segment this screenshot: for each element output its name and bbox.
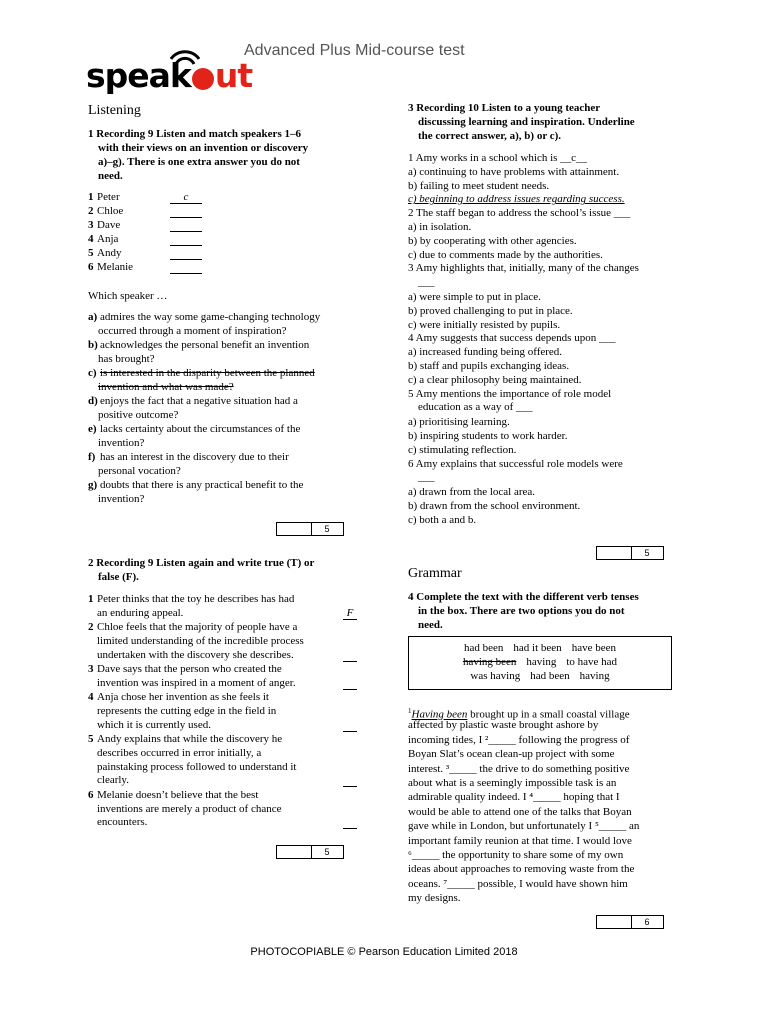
gapfill-text-line: would be able to attend one of the talks that Boyan: [408, 805, 632, 818]
speaker-name: Peter: [97, 191, 120, 203]
option-text: doubts that there is any practical benefit to the: [100, 479, 304, 491]
tf-item-text: describes occurred in error initially, a: [97, 746, 262, 759]
gapfill-text-line: interest. ³_____ the drive to do something positive: [408, 762, 630, 775]
speaker-answer-blank[interactable]: [170, 247, 202, 260]
score-task1: 5: [324, 524, 330, 534]
gapfill-text-line: my designs.: [408, 892, 461, 905]
tf-answer-blank[interactable]: [343, 774, 357, 787]
option-text: occurred through a moment of inspiration?: [98, 324, 287, 337]
score-box-task4: [596, 915, 664, 929]
test-title: Advanced Plus Mid-course test: [244, 42, 465, 59]
speaker-name: Andy: [97, 247, 122, 259]
question-stem: ___: [418, 471, 435, 484]
tf-item-number: 4: [88, 691, 94, 704]
word-option: having: [579, 670, 610, 682]
tf-answer-blank[interactable]: [343, 649, 357, 662]
speaker-number: 2: [88, 205, 94, 217]
task2-instruction-line: false (F).: [98, 571, 139, 583]
tf-item-text: encounters.: [97, 816, 148, 829]
word-option: having been: [462, 656, 517, 668]
word-option: have been: [571, 642, 616, 654]
task3-instruction-line: 3 Recording 10 Listen to a young teacher: [408, 102, 601, 114]
speaker-answer-blank[interactable]: [170, 205, 202, 218]
question-stem: 5 Amy mentions the importance of role model: [408, 387, 612, 400]
answer-option: a) increased funding being offered.: [408, 346, 563, 359]
logo-text-speak: speak: [86, 56, 191, 95]
score-box-task2: [276, 845, 344, 859]
word-box-row: [409, 641, 671, 655]
logo-o-icon: [192, 68, 214, 90]
score-task2: 5: [324, 847, 330, 857]
word-option: having: [526, 656, 557, 668]
word-box-row: [409, 669, 671, 683]
gapfill-text-line: Boyan Slat’s ocean clean-up project with some: [408, 748, 615, 761]
speaker-number: 5: [88, 247, 94, 259]
tf-answer-blank[interactable]: F: [343, 607, 357, 620]
task4-instruction-line: need.: [418, 619, 443, 631]
answer-option: c) a clear philosophy being maintained.: [408, 373, 582, 386]
score-box-task1: [276, 522, 344, 536]
tf-item-number: 3: [88, 663, 94, 675]
task1-instruction-line: a)–g). There is one extra answer you do not: [98, 156, 300, 168]
tf-answer-blank[interactable]: [343, 677, 357, 690]
tf-item-text: Dave says that the person who created the: [97, 663, 282, 675]
option-text: invention?: [98, 436, 145, 449]
speaker-name: Melanie: [97, 261, 134, 273]
listening-heading: Listening: [88, 103, 141, 118]
tf-item-text: invention was inspired in a moment of anger.: [97, 676, 296, 689]
question-stem: 2 The staff began to address the school’s issue ___: [408, 207, 631, 220]
task2-instruction-line: 2 Recording 9 Listen again and write true (T) or: [88, 557, 315, 569]
question-stem: 1 Amy works in a school which is __c__: [408, 152, 588, 164]
score-task4: 6: [644, 917, 650, 927]
tf-item-text: limited understanding of the incredible process: [97, 634, 304, 647]
option-letter: d): [88, 395, 98, 407]
speaker-name: Dave: [97, 219, 121, 231]
answer-option: b) drawn from the school environment.: [408, 500, 581, 512]
logo-text-ut: ut: [214, 56, 253, 95]
speaker-number: 6: [88, 261, 94, 273]
answer-option: b) failing to meet student needs.: [408, 179, 550, 192]
speaker-answer-blank[interactable]: c: [170, 191, 202, 204]
gapfill-text-line: incoming tides, I ²_____ following the progress of: [408, 733, 630, 746]
tf-item-text: an enduring appeal.: [97, 606, 184, 619]
option-text: positive outcome?: [98, 408, 179, 421]
grammar-heading: Grammar: [408, 566, 462, 581]
gapfill-text-line: about what is a seemingly impossible task is an: [408, 777, 617, 789]
word-option: had been: [464, 642, 504, 654]
answer-option: c) beginning to address issues regarding success.: [408, 193, 625, 206]
task3-instruction-line: the correct answer, a), b) or c).: [418, 130, 562, 142]
gapfill-text-line: $^1$Having been brought up in a small coastal village: [408, 707, 630, 721]
speaker-number: 3: [88, 219, 94, 231]
option-text: lacks certainty about the circumstances of the: [100, 423, 301, 435]
gapfill-text-line: important family reunion at that time. I would love: [408, 834, 632, 847]
answer-option: a) continuing to have problems with attainment.: [408, 165, 620, 178]
task1-instruction-line: 1 Recording 9 Listen and match speakers 1–6: [88, 128, 301, 140]
option-text: acknowledges the personal benefit an invention: [100, 339, 310, 351]
option-letter: f): [88, 451, 96, 463]
answer-option: b) staff and pupils exchanging ideas.: [408, 360, 570, 372]
answer-option: b) proved challenging to put in place.: [408, 304, 573, 317]
option-text: invention and what was made?: [98, 380, 234, 393]
speaker-number: 4: [88, 233, 94, 245]
option-letter: b): [88, 339, 98, 351]
speaker-answer-blank[interactable]: [170, 233, 202, 246]
option-text: has an interest in the discovery due to their: [100, 451, 289, 463]
task4-instruction-line: in the box. There are two options you do not: [418, 605, 625, 617]
option-text: personal vocation?: [98, 464, 181, 477]
task1-instruction-line: need.: [98, 170, 123, 182]
answer-option: a) were simple to put in place.: [408, 291, 541, 303]
task1-instruction-line: with their views on an invention or discovery: [98, 142, 309, 154]
option-text: admires the way some game-changing technology: [100, 311, 321, 323]
speaker-answer-blank[interactable]: [170, 219, 202, 232]
speaker-name: Anja: [97, 233, 119, 245]
tf-answer-blank[interactable]: [343, 719, 357, 732]
speaker-answer-blank[interactable]: [170, 261, 202, 274]
answer-option: c) both a and b.: [408, 513, 477, 526]
gapfill-text-line: ⁶_____ the opportunity to share some of my own: [408, 849, 624, 861]
score-task3: 5: [644, 548, 650, 558]
option-text: enjoys the fact that a negative situation had a: [100, 395, 298, 407]
score-box-task3: [596, 546, 664, 560]
tf-item-number: 1: [88, 593, 94, 605]
gapfill-text-line: affected by plastic waste brought ashore by: [408, 719, 599, 732]
option-text: has brought?: [98, 352, 155, 365]
tf-item-text: painstaking process followed to understand it: [97, 760, 297, 773]
tf-item-number: 6: [88, 788, 94, 801]
answer-option: c) were initially resisted by pupils.: [408, 318, 561, 331]
answer-option: c) due to comments made by the authorities.: [408, 248, 603, 261]
tf-item-text: Melanie doesn’t believe that the best: [97, 788, 259, 801]
speaker-number: 1: [88, 191, 94, 203]
question-stem: education as a way of ___: [418, 401, 533, 414]
answer-option: a) drawn from the local area.: [408, 486, 536, 499]
option-text: is interested in the disparity between the planned: [100, 367, 315, 379]
question-stem: ___: [418, 276, 435, 289]
speakout-logo: [86, 48, 253, 96]
tf-item-text: Chloe feels that the majority of people have a: [97, 621, 298, 634]
option-letter: c): [88, 367, 97, 379]
question-stem: 6 Amy explains that successful role models were: [408, 457, 623, 470]
word-option: to have had: [566, 656, 618, 668]
tf-item-text: clearly.: [97, 774, 129, 787]
word-option: had been: [530, 670, 570, 682]
answer-option: b) by cooperating with other agencies.: [408, 234, 577, 247]
tf-item-text: Anja chose her invention as she feels it: [97, 691, 269, 704]
gapfill-text-line: gave while in London, but unfortunately I ⁵_____ an: [408, 820, 640, 833]
answer-option: b) inspiring students to work harder.: [408, 430, 568, 442]
option-letter: a): [88, 311, 98, 323]
tf-answer-blank[interactable]: [343, 816, 357, 829]
answer-option: a) prioritising learning.: [408, 416, 510, 429]
gapfill-text-line: admirable quality indeed. I ⁴_____ hoping that I: [408, 791, 620, 804]
option-text: invention?: [98, 492, 145, 505]
tf-item-text: inventions are merely a product of chance: [97, 802, 282, 815]
question-stem: 3 Amy highlights that, initially, many of the changes: [408, 262, 639, 275]
option-letter: e): [88, 423, 97, 435]
which-speaker-prompt: Which speaker …: [88, 290, 168, 302]
task3-instruction-line: discussing learning and inspiration. Underline: [418, 116, 635, 128]
question-stem: 4 Amy suggests that success depends upon ___: [408, 332, 616, 345]
answer-option: a) in isolation.: [408, 221, 472, 233]
tf-item-text: represents the cutting edge in the field in: [97, 704, 277, 717]
answer-option: c) stimulating reflection.: [408, 443, 517, 456]
word-option: was having: [470, 670, 521, 682]
tf-item-number: 2: [88, 621, 94, 634]
tf-item-text: undertaken with the discovery she describes.: [97, 648, 294, 661]
tf-item-number: 5: [88, 733, 94, 745]
gapfill-text-line: ideas about approaches to removing waste from the: [408, 863, 635, 876]
option-letter: g): [88, 479, 98, 491]
word-box-row: [409, 655, 671, 669]
copyright-footer: PHOTOCOPIABLE © Pearson Education Limited 2018: [250, 946, 518, 958]
tf-item-text: Peter thinks that the toy he describes has had: [97, 593, 295, 605]
tf-item-text: which it is currently used.: [97, 718, 211, 731]
word-box: [408, 636, 672, 690]
task4-instruction-line: 4 Complete the text with the different verb tenses: [408, 591, 639, 603]
tf-item-text: Andy explains that while the discovery he: [97, 733, 283, 745]
word-option: had it been: [513, 642, 562, 654]
speaker-name: Chloe: [97, 205, 124, 217]
gapfill-text-line: oceans. ⁷_____ possible, I would have shown him: [408, 877, 628, 890]
